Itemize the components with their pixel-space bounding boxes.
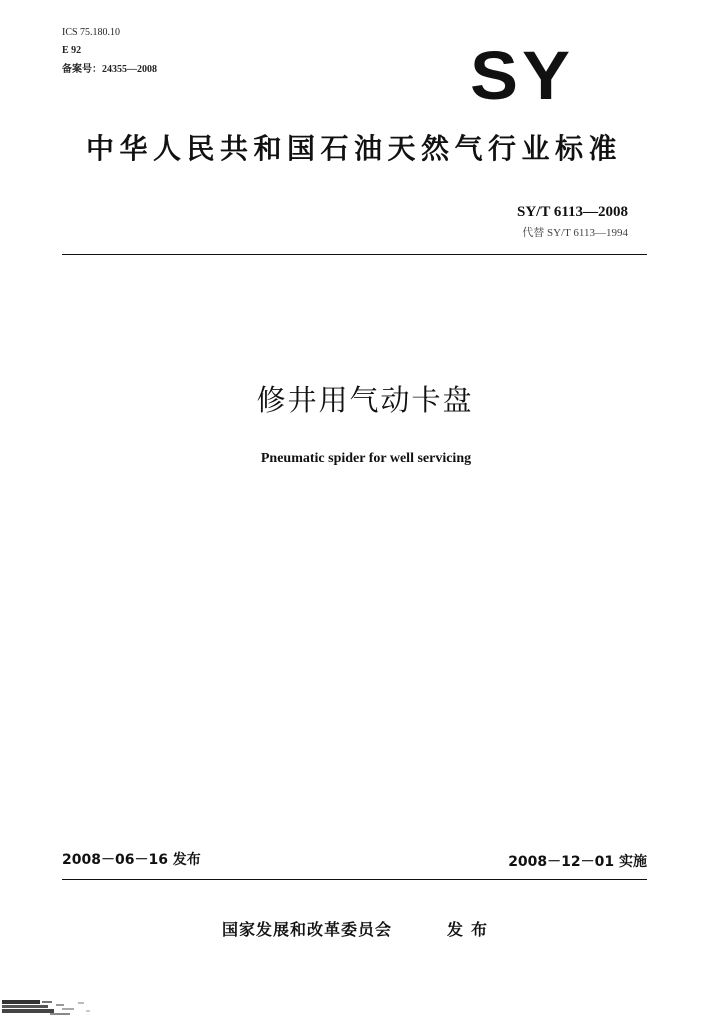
record-number: 备案号：24355—2008 bbox=[62, 64, 157, 75]
standard-number: SY/T 6113—2008 bbox=[517, 204, 628, 220]
document-title-english: Pneumatic spider for well servicing bbox=[260, 451, 472, 466]
sy-logo: SY bbox=[470, 38, 575, 115]
issue-label: 发布 bbox=[447, 920, 496, 939]
document-title-chinese: 修井用气动卡盘 bbox=[256, 383, 474, 417]
scan-artifact-marks bbox=[2, 998, 102, 1018]
bottom-divider bbox=[62, 879, 647, 880]
standard-category-title: 中华人民共和国石油天然气行业标准 bbox=[86, 132, 623, 165]
issuing-authority: 国家发展和改革委员会 bbox=[222, 920, 393, 939]
classification-code: E 92 bbox=[62, 45, 82, 56]
replaces-standard: 代替 SY/T 6113—1994 bbox=[522, 227, 628, 239]
effective-date: 2008－12－01 实施 bbox=[508, 854, 647, 870]
top-divider bbox=[62, 254, 647, 255]
publish-date: 2008－06－16 发布 bbox=[62, 852, 201, 868]
ics-code: ICS 75.180.10 bbox=[62, 27, 121, 38]
